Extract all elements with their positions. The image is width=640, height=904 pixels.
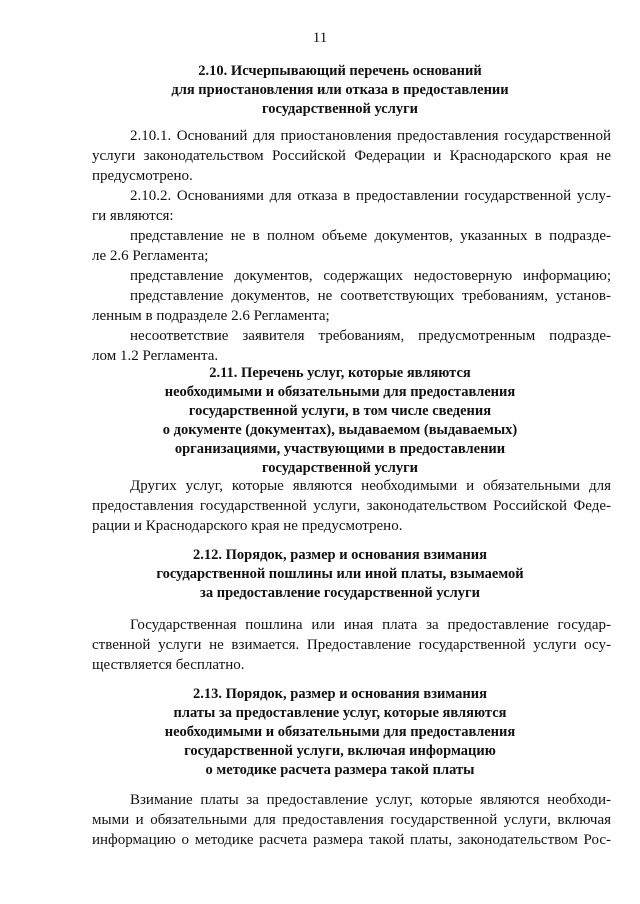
paragraph-line: 2.10.2. Основаниями для отказа в предоставлении государственной услу- [130,188,611,204]
heading-line: за предоставление государственной услуги [200,585,480,601]
heading-line: для приостановления или отказа в предоставлении [171,82,509,98]
heading-line: 2.11. Перечень услуг, которые являются [209,365,471,381]
paragraph-line: Государственная пошлина или иная плата за предоставление государ- [130,617,611,633]
heading-line: необходимыми и обязательными для предоставления [164,384,516,400]
heading-line: платы за предоставление услуг, которые являются [173,705,507,721]
heading-line: государственной пошлины или иной платы, взымаемой [156,566,524,582]
heading-line: государственной услуги, в том числе сведения [188,403,492,419]
paragraph-line: несоответствие заявителя требованиям, предусмотренным подразде- [130,328,611,344]
heading-line: необходимыми и обязательными для предоставления [164,724,516,740]
paragraph-line: представление не в полном объеме документов, указанных в подразде- [130,228,611,244]
heading-line: о документе (документах), выдаваемом (выдаваемых) [162,422,518,438]
heading-line: организациями, участвующими в предоставлении [174,441,506,457]
paragraph-line: лом 1.2 Регламента. [92,348,219,364]
section-2-10-heading [80,62,600,119]
paragraph-line: ленным в подразделе 2.6 Регламента; [92,308,330,324]
heading-line: 2.10. Исчерпывающий перечень оснований [198,63,482,79]
heading-line: 2.12. Порядок, размер и основания взимания [193,547,487,563]
heading-line: о методике расчета размера такой платы [205,762,475,778]
paragraph-line: представление документов, не соответствующих требованиям, установ- [130,288,611,304]
paragraph-line: ственной услуги не взимается. Предоставление государственной услуги осу- [92,637,611,653]
paragraph-line: Взимание платы за предоставление услуг, которые являются необходи- [130,792,611,808]
heading-line: государственной услуги, включая информацию [184,743,496,759]
paragraph-line: представление документов, содержащих недостоверную информацию; [130,268,611,284]
section-2-12-heading [80,546,600,603]
paragraph-line: ги являются: [92,208,174,224]
paragraph-line: мыми и обязательными для предоставления государственной услуги, включая [92,812,611,828]
section-2-11-heading [80,364,600,478]
section-2-13-heading [80,685,600,780]
paragraph-line: услуги законодательством Российской Федерации и Краснодарского края не [92,148,611,164]
paragraph-line: рации и Краснодарского края не предусмотрено. [92,518,403,534]
heading-line: государственной услуги [261,460,419,476]
page-number: 11 [312,30,328,46]
paragraph-line: ществляется бесплатно. [92,657,245,673]
heading-line: 2.13. Порядок, размер и основания взимания [193,686,487,702]
paragraph-line: предоставления государственной услуги, законодательством Российской Феде- [92,498,611,514]
paragraph-line: ле 2.6 Регламента; [92,248,209,264]
paragraph-line: предусмотрено. [92,168,193,184]
paragraph-line: Других услуг, которые являются необходимыми и обязательными для [130,478,611,494]
paragraph-line: информацию о методике расчета размера такой платы, законодательством Рос- [92,832,611,848]
heading-line: государственной услуги [261,101,419,117]
paragraph-line: 2.10.1. Оснований для приостановления предоставления государственной [130,128,611,144]
